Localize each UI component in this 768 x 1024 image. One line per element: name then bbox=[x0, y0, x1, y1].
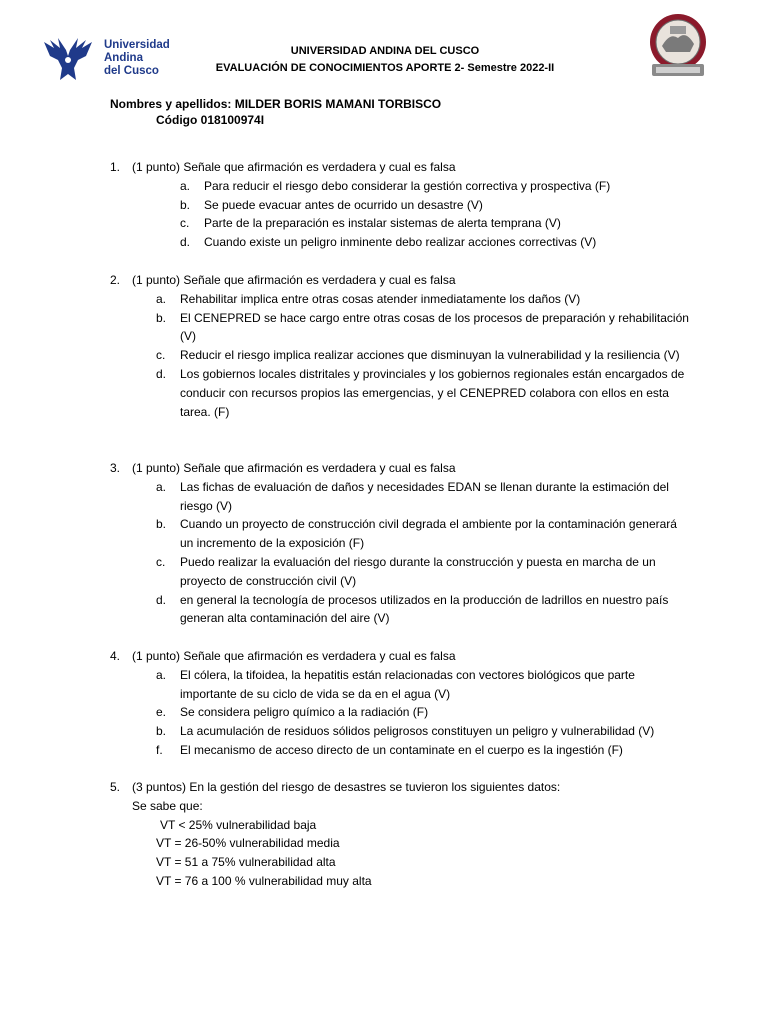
list-item bbox=[156, 478, 690, 516]
list-item bbox=[156, 365, 690, 421]
item-text: Parte de la preparación es instalar sistemas de alerta temprana (V) bbox=[204, 216, 561, 231]
question-number: 4. bbox=[110, 649, 121, 663]
item-text: Rehabilitar implica entre otras cosas atender inmediatamente los daños (V) bbox=[180, 291, 581, 306]
item-text: La acumulación de residuos sólidos peligrosos constituyen un peligro y vulnerabilidad (V) bbox=[180, 724, 655, 739]
question-number: 3. bbox=[110, 461, 121, 475]
vt-line: VT = 76 a 100 % vulnerabilidad muy alta bbox=[156, 873, 372, 888]
vt-line: VT < 25% vulnerabilidad baja bbox=[160, 817, 317, 832]
item-text: El CENEPRED se hace cargo entre otras cosas de los procesos de preparación y rehabilitación (V) bbox=[180, 310, 689, 344]
list-item bbox=[156, 515, 690, 553]
header-university: UNIVERSIDAD ANDINA DEL CUSCO bbox=[290, 45, 480, 57]
item-text: Puedo realizar la evaluación del riesgo durante la construcción y puesta en marcha de un proyecto de construcción civil (V) bbox=[180, 554, 656, 588]
question-number: 1. bbox=[110, 160, 121, 174]
question-2 bbox=[110, 271, 690, 421]
student-info bbox=[110, 96, 441, 128]
item-text: El mecanismo de acceso directo de un contaminate en el cuerpo es la ingestión (F) bbox=[180, 742, 623, 757]
header-exam-title: EVALUACIÓN DE CONOCIMIENTOS APORTE 2- Semestre 2022-II bbox=[215, 62, 555, 74]
item-letter: a. bbox=[180, 178, 191, 193]
item-letter: c. bbox=[156, 348, 166, 363]
q5-intro: Se sabe que: bbox=[132, 798, 203, 813]
item-letter: b. bbox=[156, 517, 167, 532]
item-letter: d. bbox=[156, 366, 167, 381]
item-text: Para reducir el riesgo debo considerar la gestión correctiva y prospectiva (F) bbox=[204, 178, 611, 193]
logo-line-2: Andina bbox=[104, 52, 143, 64]
question-1 bbox=[110, 158, 610, 252]
logo-line-3: del Cusco bbox=[104, 65, 159, 77]
question-text: (1 punto) Señale que afirmación es verdadera y cual es falsa bbox=[132, 273, 456, 287]
document-header bbox=[210, 43, 560, 77]
item-text: Los gobiernos locales distritales y provinciales y los gobiernos regionales están encargados de conducir con recursos propios las emergencias, y el CENEPRED colabora con ellos en esta tarea. (F) bbox=[180, 366, 685, 419]
item-letter: a. bbox=[156, 667, 167, 682]
list-item bbox=[156, 553, 690, 591]
list-item bbox=[156, 741, 690, 760]
item-letter: b. bbox=[180, 197, 191, 212]
item-text: Cuando existe un peligro inminente debo realizar acciones correctivas (V) bbox=[204, 235, 597, 250]
item-text: Reducir el riesgo implica realizar acciones que disminuyan la vulnerabilidad y la resiliencia (V) bbox=[180, 348, 680, 363]
item-text: El cólera, la tifoidea, la hepatitis están relacionadas con vectores biológicos que parte importante de su ciclo de vida se da en el agua (V) bbox=[180, 667, 635, 701]
item-text: Las fichas de evaluación de daños y necesidades EDAN se llenan durante la estimación del riesgo (V) bbox=[180, 479, 669, 513]
vt-line: VT = 26-50% vulnerabilidad media bbox=[156, 836, 340, 851]
question-text: (1 punto) Señale que afirmación es verdadera y cual es falsa bbox=[132, 461, 456, 475]
student-code: Código 018100974I bbox=[156, 113, 265, 127]
item-text: Se considera peligro químico a la radiación (F) bbox=[180, 705, 429, 720]
item-letter: d. bbox=[180, 235, 191, 250]
item-letter: a. bbox=[156, 291, 167, 306]
list-item bbox=[156, 703, 690, 722]
question-text: (3 puntos) En la gestión del riesgo de desastres se tuvieron los siguientes datos: bbox=[132, 780, 561, 794]
list-item bbox=[180, 214, 610, 233]
question-4 bbox=[110, 647, 690, 760]
item-letter: d. bbox=[156, 592, 167, 607]
list-item bbox=[156, 346, 690, 365]
question-text: (1 punto) Señale que afirmación es verdadera y cual es falsa bbox=[132, 160, 456, 174]
item-letter: b. bbox=[156, 724, 167, 739]
list-item bbox=[180, 177, 610, 196]
vt-line: VT = 51 a 75% vulnerabilidad alta bbox=[156, 855, 336, 870]
item-letter: b. bbox=[156, 310, 167, 325]
list-item bbox=[156, 591, 690, 629]
question-number: 5. bbox=[110, 780, 121, 794]
item-text: Cuando un proyecto de construcción civil degrada el ambiente por la contaminación generará un incremento de la exposición (F) bbox=[180, 517, 677, 551]
vt-list bbox=[156, 816, 560, 891]
item-letter: f. bbox=[156, 742, 163, 757]
university-logo bbox=[42, 36, 182, 84]
question-5 bbox=[110, 778, 560, 891]
list-item bbox=[156, 309, 690, 347]
university-seal bbox=[644, 12, 712, 80]
item-letter: c. bbox=[180, 216, 190, 231]
item-letter: e. bbox=[156, 705, 167, 720]
question-3 bbox=[110, 459, 690, 628]
list-item bbox=[156, 666, 690, 704]
seal-icon bbox=[644, 12, 712, 80]
student-name: Nombres y apellidos: MILDER BORIS MAMANI TORBISCO bbox=[110, 97, 442, 111]
eagle-icon bbox=[42, 38, 94, 82]
logo-text bbox=[104, 39, 170, 78]
list-item bbox=[180, 233, 610, 252]
item-letter: c. bbox=[156, 554, 166, 569]
question-text: (1 punto) Señale que afirmación es verdadera y cual es falsa bbox=[132, 649, 456, 663]
question-number: 2. bbox=[110, 273, 121, 287]
list-item bbox=[156, 722, 690, 741]
item-text: en general la tecnología de procesos utilizados en la producción de ladrillos en nuestro país generan alta contaminación del aire (V) bbox=[180, 592, 669, 626]
list-item bbox=[180, 196, 610, 215]
item-letter: a. bbox=[156, 479, 167, 494]
logo-line-1: Universidad bbox=[104, 39, 170, 51]
list-item bbox=[156, 290, 690, 309]
item-text: Se puede evacuar antes de ocurrido un desastre (V) bbox=[204, 197, 483, 212]
